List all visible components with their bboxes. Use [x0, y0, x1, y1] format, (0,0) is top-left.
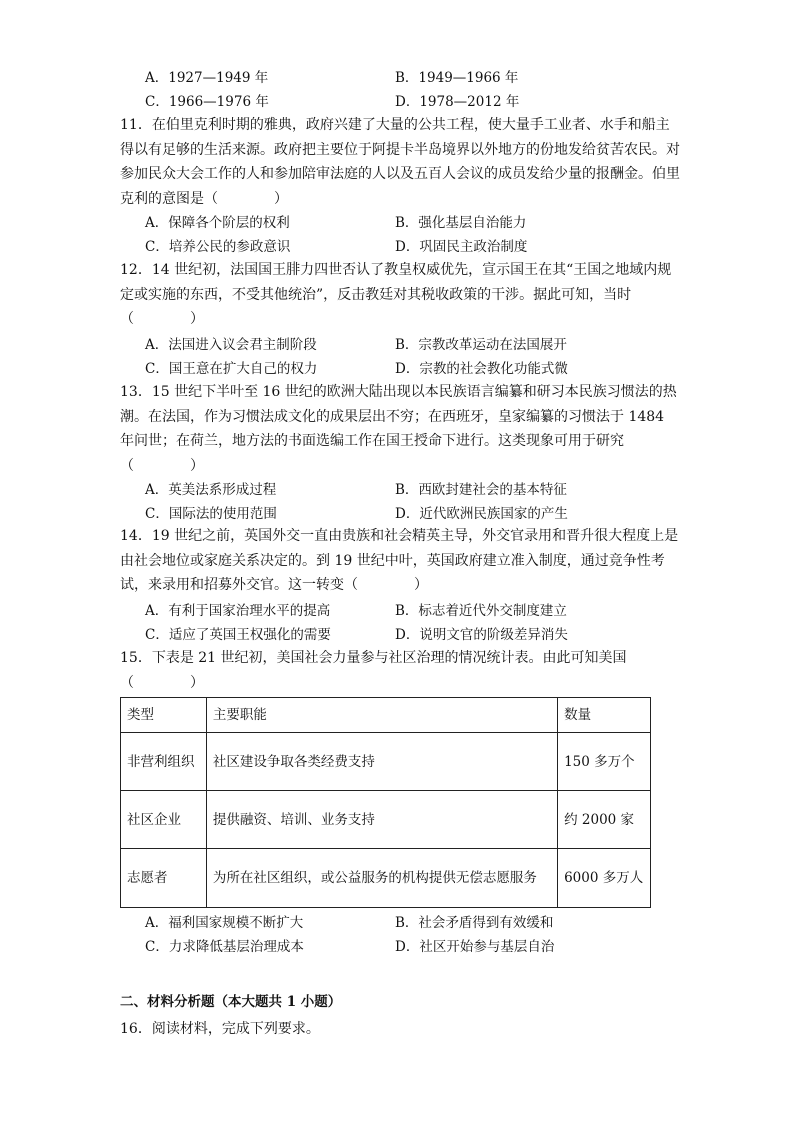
q13-option-a: A．英美法系形成过程 [145, 482, 277, 498]
table-row [121, 849, 651, 908]
table-row [121, 733, 651, 791]
table-header-cell: 类型 [121, 698, 207, 733]
table-cell: 提供融资、培训、业务支持 [206, 791, 557, 849]
q14-option-d: D．说明文官的阶级差异消失 [395, 627, 568, 643]
q12-stem: 12．14 世纪初，法国国王腓力四世否认了教皇权威优先，宣示国王在其“王国之地域内规定或实施的东西，不受其他统治”，反击教廷对其税收政策的干涉。据此可知，当时（ ） [120, 262, 672, 327]
q10-option-d: D．1978—2012 年 [395, 94, 520, 110]
q11-option-c: C．培养公民的参政意识 [145, 239, 291, 255]
section-heading: 二、材料分析题（本大题共 1 小题） [120, 994, 342, 1010]
q12-option-b: B．宗教改革运动在法国展开 [395, 337, 567, 353]
q10-option-a: A．1927—1949 年 [145, 70, 269, 86]
q15-option-c: C．力求降低基层治理成本 [145, 939, 304, 955]
q11-option-d: D．巩固民主政治制度 [395, 239, 528, 255]
q15-option-b: B．社会矛盾得到有效缓和 [395, 915, 554, 931]
table-cell: 社区企业 [121, 791, 207, 849]
table-cell: 社区建设争取各类经费支持 [206, 733, 557, 791]
q11-stem: 11．在伯里克利时期的雅典，政府兴建了大量的公共工程，使大量手工业者、水手和船主得以有足够的生活来源。政府把主要位于阿提卡半岛境界以外地方的份地发给贫苦农民。对参加民众大会工作的人和参加陪审法庭的人以及五百人会议的成员发给少量的报酬金。伯里克利的意图是（ ） [120, 117, 680, 207]
q14-option-a: A．有利于国家治理水平的提高 [145, 603, 331, 619]
q13-stem: 13．15 世纪下半叶至 16 世纪的欧洲大陆出现以本民族语言编纂和研习本民族习惯法的热潮。在法国，作为习惯法成文化的成果层出不穷；在西班牙，皇家编纂的习惯法于 1484 年问世；在荷兰，地方法的书面选编工作在国王授命下进行。这类现象可用于研究（ ） [120, 384, 677, 474]
q13-option-c: C．国际法的使用范围 [145, 506, 277, 522]
table-cell: 为所在社区组织，或公益服务的机构提供无偿志愿服务 [206, 849, 557, 908]
q11-option-b: B．强化基层自治能力 [395, 215, 527, 231]
q11-option-a: A．保障各个阶层的权利 [145, 215, 290, 231]
q13-option-d: D．近代欧洲民族国家的产生 [395, 506, 568, 522]
q15-table [120, 697, 651, 908]
table-cell: 非营利组织 [121, 733, 207, 791]
table-row [121, 791, 651, 849]
table-cell: 约 2000 家 [558, 791, 651, 849]
q12-option-a: A．法国进入议会君主制阶段 [145, 337, 317, 353]
q14-option-c: C．适应了英国王权强化的需要 [145, 627, 331, 643]
table-header-cell: 主要职能 [206, 698, 557, 733]
q15-stem: 15．下表是 21 世纪初，美国社会力量参与社区治理的情况统计表。由此可知美国（ ） [120, 650, 627, 691]
table-header-row [121, 698, 651, 733]
q10-option-b: B．1949—1966 年 [395, 70, 519, 86]
q14-option-b: B．标志着近代外交制度建立 [395, 603, 567, 619]
q15-option-d: D．社区开始参与基层自治 [395, 939, 555, 955]
table-cell: 志愿者 [121, 849, 207, 908]
q15-option-a: A．福利国家规模不断扩大 [145, 915, 304, 931]
table-cell: 6000 多万人 [558, 849, 651, 908]
q13-option-b: B．西欧封建社会的基本特征 [395, 482, 567, 498]
table-cell: 150 多万个 [558, 733, 651, 791]
q12-option-c: C．国王意在扩大自己的权力 [145, 361, 318, 377]
q16-stem: 16．阅读材料，完成下列要求。 [120, 1021, 320, 1037]
q14-stem: 14．19 世纪之前，英国外交一直由贵族和社会精英主导，外交官录用和晋升很大程度上是由社会地位或家庭关系决定的。到 19 世纪中叶，英国政府建立准入制度，通过竞争性考试，来录用和招募外交官。这一转变（ ） [120, 528, 679, 593]
table-header-cell: 数量 [558, 698, 651, 733]
q10-option-c: C．1966—1976 年 [145, 94, 269, 110]
q12-option-d: D．宗教的社会教化功能式微 [395, 361, 568, 377]
